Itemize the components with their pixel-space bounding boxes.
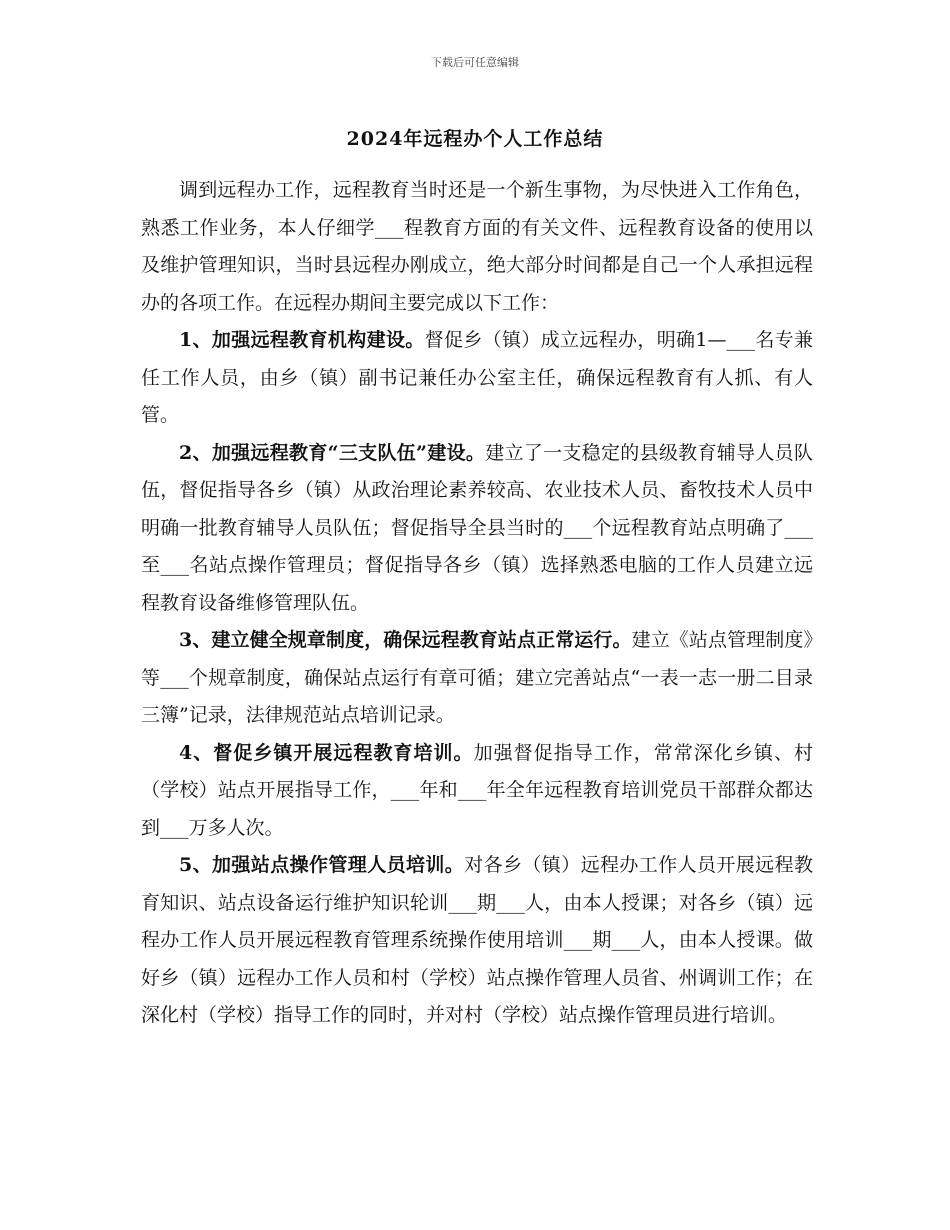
item-text: 建立《站点管理制度》等___个规章制度，确保站点运行有章可循；建立完善站点“一表一志一册二目录三簿”记录，法律规范站点培训记录。 [141,629,813,726]
item-lead: 4、督促乡镇开展远程教育培训。 [179,741,474,764]
intro-paragraph: 调到远程办工作，远程教育当时还是一个新生事物，为尽快进入工作角色，熟悉工作业务，本人仔细学___程教育方面的有关文件、远程教育设备的使用以及维护管理知识，当时县远程办刚成立，绝大部分时间都是自己一个人承担远程办的各项工作。在远程办期间主要完成以下工作： [141,179,813,314]
item-paragraph [141,435,813,623]
item-lead: 5、加强站点操作管理人员培训。 [179,854,465,876]
document-title: 2024年远程办个人工作总结 [346,128,604,150]
item-text: 建立了一支稳定的县级教育辅导人员队伍，督促指导各乡（镇）从政治理论素养较高、农业技术人员、畜牧技术人员中明确一批教育辅导人员队伍；督促指导全县当时的___个远程教育站点明确了___至___名站点操作管理员；督促指导各乡（镇）选择熟悉电脑的工作人员建立远程教育设备维修管理队伍。 [141,441,813,614]
item-paragraph [141,322,813,435]
item-text: 加强督促指导工作，常常深化乡镇、村（学校）站点开展指导工作，___年和___年全年远程教育培训党员干部群众都达到___万多人次。 [141,741,813,839]
item-paragraph [141,622,813,735]
header-note: 下载后可任意编辑 [431,56,519,69]
item-paragraph [141,847,813,1035]
item-lead: 1、加强远程教育机构建设。 [179,329,425,351]
item-text: 督促乡（镇）成立远程办，明确1—___名专兼任工作人员，由乡（镇）副书记兼任办公室主任，确保远程教育有人抓、有人管。 [141,329,813,426]
item-paragraph [141,735,813,848]
item-lead: 2、加强远程教育“三支队伍”建设。 [179,441,486,464]
item-lead: 3、建立健全规章制度，确保远程教育站点正常运行。 [179,629,632,651]
item-text: 对各乡（镇）远程办工作人员开展远程教育知识、站点设备运行维护知识轮训___期___人，由本人授课；对各乡（镇）远程办工作人员开展远程教育管理系统操作使用培训___期___人，由本人授课。做好乡（镇）远程办工作人员和村（学校）站点操作管理人员省、州调训工作；在深化村（学校）指导工作的同时，并对村（学校）站点操作管理员进行培训。 [141,854,813,1026]
document-body [141,172,813,1035]
